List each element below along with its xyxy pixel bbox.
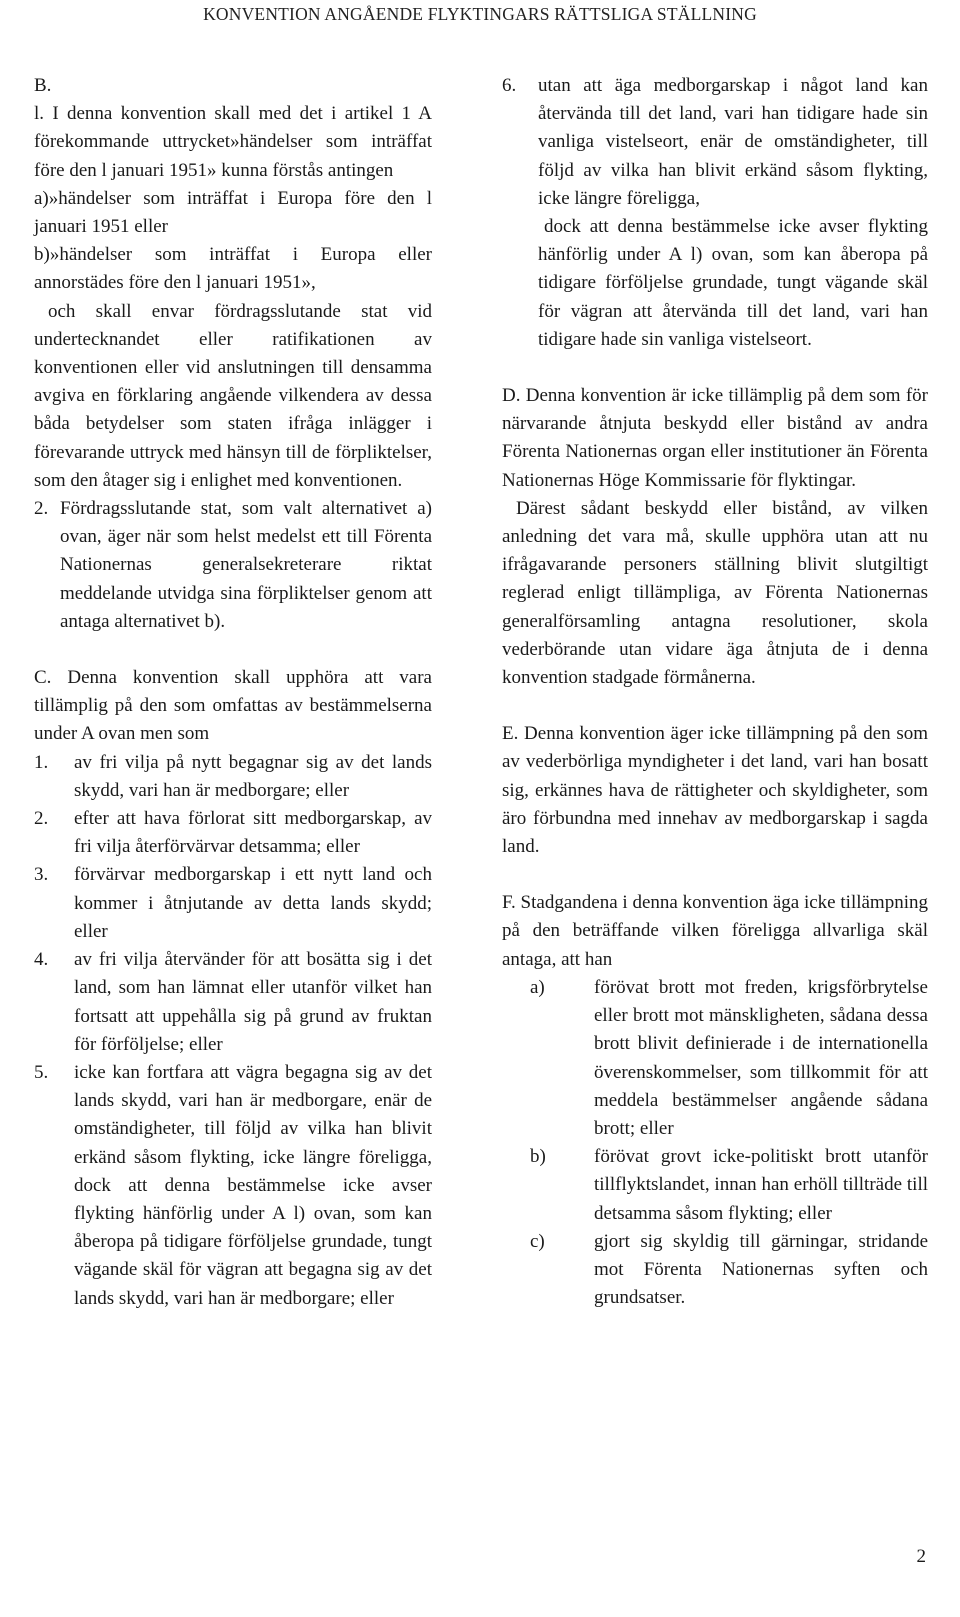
b2-paragraph bbox=[34, 495, 432, 636]
f-item-text: förövat grovt icke-politiskt brott utanför tillflyktslandet, innan han erhöll tillträde till detsamma såsom flykting; eller bbox=[594, 1146, 928, 1224]
left-column bbox=[34, 72, 432, 1313]
c-item-6 bbox=[502, 72, 928, 213]
f-item-letter: c) bbox=[530, 1230, 545, 1252]
right-column bbox=[502, 72, 928, 1312]
running-header: KONVENTION ANGÅENDE FLYKTINGARS RÄTTSLIGA STÄLLNING bbox=[203, 4, 757, 24]
c-item-number: 2. bbox=[34, 808, 49, 830]
b1-continuation: och skall envar fördragsslutande stat vid undertecknandet eller ratifikationen av konventionen eller vid anslutningen till densamma avgiva en förklaring angående vilkendera av dessa båda betydelser som staten ifråga inlägger i förevarande uttryck med hänsyn till de förpliktelser, som den åtager sig i enlighet med konventionen. bbox=[34, 300, 432, 491]
c-item-text: av fri vilja återvänder för att bosätta sig i det land, som han lämnat eller utanför vilket han fortsatt att uppehålla sig på grund av fruktan för förföljelse; eller bbox=[74, 949, 432, 1055]
b1-alternative-a: a)»händelser som inträffat i Europa före den l januari 1951 eller bbox=[34, 187, 432, 238]
b2-text: Fördragsslutande stat, som valt alternativet a) ovan, äger när som helst medelst ett till Förenta Nationernas generalsekreterare riktat meddelande utvidga sina förpliktelser genom att antaga alternativet b). bbox=[60, 498, 432, 632]
c6-continuation: dock att denna bestämmelse icke avser flykting hänförlig under A l) ovan, som kan åberopa på tidigare förföljelse grundade, tungt vägande skäl för vägran att återvända till det land, vari han tidigare hade sin vanliga vistelseort. bbox=[538, 216, 928, 350]
section-d-continuation: Därest sådant beskydd eller bistånd, av vilken anledning det vara må, skulle upphöra utan att nu ifrågavarande personers ställning blivit slutgiltigt reglerad enligt tillämpliga, av Förenta Nationernas generalförsamling antagna resolutioner, skola vederbörande utan vidare äga åtnjuta de i denna konvention stadgade förmånerna. bbox=[502, 497, 928, 689]
c-item-text: förvärvar medborgarskap i ett nytt land och kommer i åtnjutande av detta lands skydd; eller bbox=[74, 864, 432, 942]
f-item-c bbox=[502, 1228, 928, 1313]
c-item-number: 5. bbox=[34, 1061, 49, 1083]
f-item-b bbox=[502, 1143, 928, 1228]
section-f-intro: F. Stadgandena i denna konvention äga icke tillämpning på den beträffande vilken föreligga allvarliga skäl antaga, att han bbox=[502, 892, 928, 970]
c-item-text: av fri vilja på nytt begagnar sig av det lands skydd, vari han är medborgare; eller bbox=[74, 751, 432, 801]
c-item-number: 1. bbox=[34, 751, 49, 773]
f-item-letter: a) bbox=[530, 976, 545, 998]
b1-alternative-b: b)»händelser som inträffat i Europa eller annorstädes före den l januari 1951», bbox=[34, 244, 432, 294]
f-item-text: gjort sig skyldig till gärningar, stridande mot Förenta Nationernas syften och grundsatser. bbox=[594, 1230, 928, 1309]
c-item-text: icke kan fortfara att vägra begagna sig av det lands skydd, vari han är medborgare, enär de omständigheter, till följd av vilka han blivit erkänd såsom flykting, icke längre föreligga, dock att denna bestämmelse icke avser flykting hänförlig under A l) ovan, som kan åberopa på tidigare förföljelse grundade, tungt vägande skäl för vägran att begagna sig av det lands skydd, vari han är medborgare; eller bbox=[74, 1061, 432, 1309]
c-item-number: 3. bbox=[34, 864, 49, 886]
section-e: E. Denna konvention äger icke tillämpning på den som av vederbörliga myndigheter i det land, vari han bosatt sig, erkännes hava de rättigheter och skyldigheter, som äro förbundna med innehav av medborgarskap i sagda land. bbox=[502, 723, 928, 858]
b2-number: 2. bbox=[34, 498, 49, 520]
c-item-1 bbox=[34, 749, 432, 805]
c-item-3 bbox=[34, 861, 432, 946]
c-item-number: 6. bbox=[502, 75, 517, 96]
f-item-text: förövat brott mot freden, krigsförbrytelse eller brott mot mänskligheten, sådana dessa brott blivit definierade i de internationella överenskommelser, som tillkommit för att meddela bestämmelser angående sådana brott; eller bbox=[594, 976, 928, 1139]
f-item-a bbox=[502, 974, 928, 1143]
f-item-letter: b) bbox=[530, 1146, 546, 1168]
c-item-text: efter att hava förlorat sitt medborgarskap, av fri vilja återförvärvar detsamma; eller bbox=[74, 808, 432, 858]
c-item-5 bbox=[34, 1059, 432, 1313]
section-b-heading: B. bbox=[34, 75, 52, 96]
section-d: D. Denna konvention är icke tillämplig på dem som för närvarande åtnjuta beskydd eller bistånd av andra Förenta Nationernas organ eller institutioner än Förenta Nationernas Höge Kommissarie för flyktingar. bbox=[502, 385, 928, 491]
c-item-text: utan att äga medborgarskap i något land kan återvända till det land, vari han tidigare hade sin vanliga vistelseort, enär de omständigheter, till följd av vilka han blivit erkänd såsom flykting, icke längre föreligga, bbox=[538, 75, 928, 209]
b1-intro: l. I denna konvention skall med det i artikel 1 A förekommande uttrycket»händelser som inträffat före den l januari 1951» kunna förstås antingen bbox=[34, 103, 432, 181]
section-c-intro: C. Denna konvention skall upphöra att vara tillämplig på den som omfattas av bestämmelserna under A ovan men som bbox=[34, 667, 432, 745]
c-item-2 bbox=[34, 805, 432, 861]
c-item-number: 4. bbox=[34, 949, 49, 971]
c-item-4 bbox=[34, 946, 432, 1059]
page-number: 2 bbox=[916, 1546, 926, 1567]
